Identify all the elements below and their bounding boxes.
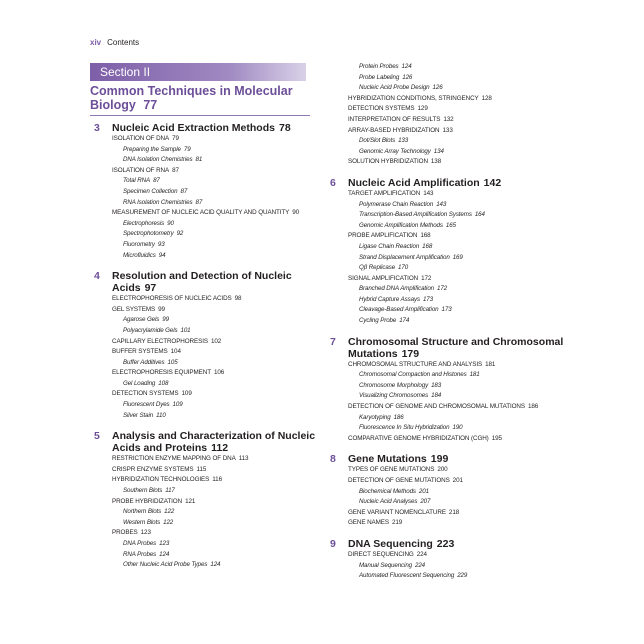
entry-title: DETECTION SYSTEMS [348, 105, 415, 113]
toc-subheading-entry[interactable] [348, 263, 580, 274]
entry-page: 122 [164, 508, 175, 516]
toc-heading-entry[interactable] [348, 465, 580, 476]
entry-title: COMPARATIVE GENOME HYBRIDIZATION (CGH) [348, 434, 489, 442]
entry-page: 201 [452, 477, 463, 484]
toc-subheading-entry[interactable] [348, 413, 580, 424]
entry-page: 181 [485, 360, 496, 368]
entry-title: BUFFER SYSTEMS [112, 348, 168, 356]
toc-subheading-entry[interactable] [112, 326, 330, 337]
entry-title: GENE VARIANT NOMENCLATURE [348, 508, 446, 516]
entry-page: 104 [170, 348, 181, 356]
entry-page: 110 [156, 411, 166, 419]
entry-page: 181 [469, 371, 480, 379]
chapter-title[interactable] [348, 177, 580, 189]
entry-title: Manual Sequencing [359, 561, 412, 569]
entry-page: 186 [393, 413, 404, 421]
toc-subheading-entry[interactable] [112, 486, 330, 497]
entry-title: Nucleic Acid Analyses [359, 498, 418, 506]
toc-subheading-entry[interactable] [348, 242, 580, 253]
entry-page: 143 [423, 189, 434, 197]
chapter-9 [330, 538, 580, 582]
toc-heading-entry[interactable] [348, 189, 580, 200]
toc-subheading-entry[interactable] [348, 381, 580, 392]
entry-title: PROBE AMPLIFICATION [348, 232, 418, 240]
entry-page: 123 [159, 540, 170, 547]
chapter-page: 97 [144, 282, 157, 295]
entry-page: 124 [210, 561, 221, 569]
entry-title: CRISPR ENZYME SYSTEMS [112, 465, 194, 473]
entry-page: 81 [195, 156, 203, 164]
chapter-3 [94, 122, 330, 261]
entry-title: Buffer Additives [123, 358, 165, 366]
entry-title: Biochemical Methods [359, 487, 416, 495]
chapter-7 [330, 336, 580, 445]
entry-page: 93 [157, 240, 165, 248]
chapter-title[interactable] [348, 453, 580, 465]
toc-heading-entry[interactable] [112, 208, 330, 219]
toc-subheading-entry[interactable] [348, 497, 580, 508]
chapter-title[interactable] [348, 336, 580, 360]
entry-title: MEASUREMENT OF NUCLEIC ACID QUALITY AND QUANTITY [112, 209, 290, 217]
chapter-page: 179 [401, 347, 420, 360]
toc-subheading-entry[interactable] [112, 251, 330, 262]
entry-title: Fluorescence In Situ Hybridization [359, 424, 450, 432]
entry-title: Cleavage-Based Amplification [359, 306, 439, 314]
entry-title: Western Blots [123, 518, 161, 526]
entry-title: PROBES [112, 529, 138, 537]
chapter-number: 8 [330, 453, 336, 466]
entry-page: 79 [172, 135, 179, 142]
toc-subheading-entry[interactable] [112, 550, 330, 561]
entry-page: 184 [431, 392, 442, 400]
entry-title: Specimen Collection [123, 187, 178, 195]
entry-title: TARGET AMPLIFICATION [348, 189, 421, 197]
toc-subheading-entry[interactable] [348, 221, 580, 232]
entry-title: Fluorometry [123, 240, 155, 248]
entry-title: CAPILLARY ELECTROPHORESIS [112, 337, 208, 345]
entry-page: 164 [474, 211, 485, 219]
entry-title: RESTRICTION ENZYME MAPPING OF DNA [112, 455, 236, 463]
toc-heading-entry[interactable] [112, 134, 330, 145]
toc-subheading-entry[interactable] [348, 284, 580, 295]
toc-subheading-entry[interactable] [348, 561, 580, 572]
entry-title: PROBE HYBRIDIZATION [112, 497, 183, 505]
chapter-title[interactable] [348, 538, 580, 550]
toc-subheading-entry[interactable] [112, 411, 330, 422]
entry-page: 87 [195, 198, 203, 206]
entry-title: Branched DNA Amplification [359, 285, 435, 293]
toc-heading-entry[interactable] [112, 465, 330, 476]
toc-heading-entry[interactable] [348, 550, 580, 561]
chapter-title[interactable] [112, 430, 330, 454]
entry-title: Silver Stain [123, 411, 154, 419]
entry-page: 224 [415, 561, 426, 569]
toc-heading-entry[interactable] [112, 368, 330, 379]
toc-subheading-entry[interactable] [112, 187, 330, 198]
toc-heading-entry[interactable] [348, 434, 580, 445]
entry-title: Probe Labeling [359, 73, 400, 81]
entry-title: Hybrid Capture Assays [359, 295, 420, 303]
entry-page: 129 [417, 105, 428, 113]
entry-title: ISOLATION OF DNA [112, 135, 170, 142]
entry-title: Polymerase Chain Reaction [359, 200, 434, 208]
entry-page: 173 [422, 295, 433, 303]
toc-subheading-entry[interactable] [348, 295, 580, 306]
entry-title: Ligase Chain Reaction [359, 242, 420, 250]
toc-subheading-entry[interactable] [112, 145, 330, 156]
entry-page: 183 [431, 381, 442, 389]
entry-page: 174 [399, 317, 410, 325]
entry-title: SOLUTION HYBRIDIZATION [348, 158, 428, 166]
chapter-page: 223 [436, 537, 455, 550]
toc-subheading-entry[interactable] [348, 487, 580, 498]
entry-title: GENE NAMES [348, 519, 389, 527]
entry-title: HYBRIDIZATION TECHNOLOGIES [112, 476, 210, 484]
chapter-5-continuation [330, 62, 580, 168]
entry-page: 190 [452, 424, 463, 432]
entry-page: 87 [172, 166, 179, 174]
entry-page: 106 [213, 369, 225, 377]
entry-title: Total RNA [123, 177, 151, 185]
entry-page: 124 [159, 550, 170, 558]
section-title-text: Common Techniques in Molecular Biology [90, 84, 293, 112]
entry-page: 168 [420, 232, 431, 240]
toc-heading-entry[interactable] [348, 231, 580, 242]
toc-heading-entry[interactable] [348, 274, 580, 285]
chapter-title-text: Gene Mutations [348, 453, 427, 466]
toc-column-left [94, 122, 330, 571]
entry-title: Strand Displacement Amplification [359, 253, 450, 261]
entry-page: 133 [398, 137, 409, 145]
entry-page: 169 [452, 253, 463, 261]
chapter-title-text: Analysis and Characterization of Nucleic Acids and Proteins [112, 430, 316, 455]
entry-page: 201 [418, 487, 429, 495]
entry-page: 207 [420, 498, 431, 506]
toc-subheading-entry[interactable] [112, 155, 330, 166]
section-title[interactable] [90, 84, 315, 112]
entry-page: 90 [167, 219, 174, 227]
entry-page: 173 [441, 306, 452, 314]
entry-page: 124 [401, 63, 412, 70]
entry-page: 128 [481, 94, 492, 102]
entry-page: 195 [491, 434, 502, 442]
chapter-6 [330, 177, 580, 327]
entry-title: Nucleic Acid Probe Design [359, 84, 430, 92]
entry-page: 102 [210, 337, 222, 345]
entry-title: Gel Loading [123, 379, 156, 387]
chapter-4 [94, 270, 330, 421]
entry-page: 165 [445, 221, 456, 229]
toc-subheading-entry[interactable] [112, 539, 330, 550]
toc-subheading-entry[interactable] [348, 200, 580, 211]
entry-page: 172 [437, 285, 448, 293]
toc-subheading-entry[interactable] [112, 198, 330, 209]
entry-page: 94 [158, 251, 166, 259]
chapter-page: 112 [211, 442, 229, 455]
toc-subheading-entry[interactable] [348, 571, 580, 582]
entry-page: 87 [180, 187, 188, 195]
entry-title: Genomic Amplification Methods [359, 221, 443, 229]
entry-title: Southern Blots [123, 487, 163, 495]
entry-title: Chromosome Morphology [359, 381, 429, 389]
toc-subheading-entry[interactable] [348, 316, 580, 327]
toc-subheading-entry[interactable] [112, 176, 330, 187]
toc-heading-entry[interactable] [348, 94, 580, 105]
entry-page: 99 [162, 316, 169, 324]
entry-title: Other Nucleic Acid Probe Types [123, 561, 208, 569]
page-number: xiv [90, 38, 102, 47]
entry-title: Genomic Array Technology [359, 147, 431, 155]
toc-heading-entry[interactable] [112, 347, 330, 358]
chapter-title-text: Chromosomal Structure and Chromosomal Mutations [348, 335, 564, 360]
toc-subheading-entry[interactable] [348, 391, 580, 402]
chapter-8 [330, 453, 580, 529]
entry-page: 92 [176, 230, 184, 238]
entry-page: 117 [165, 487, 175, 495]
chapter-number: 3 [94, 122, 100, 134]
entry-page: 126 [432, 84, 443, 92]
toc-subheading-entry[interactable] [348, 83, 580, 94]
entry-title: INTERPRETATION OF RESULTS [348, 115, 441, 123]
entry-title: Preparing the Sample [123, 145, 181, 153]
toc-subheading-entry[interactable] [348, 136, 580, 147]
entry-title: GEL SYSTEMS [112, 305, 156, 313]
entry-page: 133 [442, 126, 453, 134]
entry-page: 170 [398, 264, 409, 272]
toc-heading-entry[interactable] [112, 337, 330, 348]
entry-title: Visualizing Chromosomes [359, 392, 429, 400]
chapter-title-text: DNA Sequencing [348, 537, 433, 550]
entry-page: 138 [430, 158, 442, 166]
section-label-bar: Section II [90, 63, 306, 81]
entry-title: ISOLATION OF RNA [112, 166, 170, 174]
entry-page: 113 [238, 455, 249, 463]
toc-heading-entry[interactable] [348, 476, 580, 487]
toc-heading-entry[interactable] [348, 157, 580, 168]
entry-page: 126 [402, 73, 413, 81]
entry-title: Karyotyping [359, 413, 391, 421]
entry-title: DNA Isolation Chemistries [123, 156, 193, 164]
entry-page: 172 [421, 274, 432, 282]
entry-page: 143 [436, 200, 447, 208]
chapter-number: 6 [330, 176, 336, 189]
toc-heading-entry[interactable] [348, 104, 580, 115]
toc-column-right [330, 62, 580, 582]
toc-subheading-entry[interactable] [112, 315, 330, 326]
chapter-page: 78 [278, 122, 291, 134]
entry-title: RNA Probes [123, 550, 157, 558]
toc-subheading-entry[interactable] [112, 560, 330, 571]
toc-subheading-entry[interactable] [112, 400, 330, 411]
entry-title: TYPES OF GENE MUTATIONS [348, 466, 435, 474]
entry-page: 105 [167, 358, 178, 366]
toc-subheading-entry[interactable] [112, 518, 330, 529]
toc-subheading-entry[interactable] [348, 73, 580, 84]
toc-subheading-entry[interactable] [348, 210, 580, 221]
toc-heading-entry[interactable] [348, 518, 580, 529]
entry-title: Chromosomal Compaction and Histones [359, 371, 467, 379]
chapter-title-text: Resolution and Detection of Nucleic Acids [112, 270, 292, 295]
toc-heading-entry[interactable] [348, 360, 580, 371]
entry-title: DETECTION OF GENOME AND CHROMOSOMAL MUTATIONS [348, 403, 525, 411]
entry-title: Fluorescent Dyes [123, 401, 170, 409]
entry-page: 134 [433, 147, 444, 155]
entry-title: Polyacrylamide Gels [123, 326, 178, 334]
entry-title: Qβ Replicase [359, 264, 396, 272]
toc-subheading-entry[interactable] [112, 229, 330, 240]
toc-subheading-entry[interactable] [112, 507, 330, 518]
entry-title: Microfluidics [123, 251, 156, 259]
entry-page: 90 [292, 209, 300, 217]
entry-page: 122 [163, 518, 174, 526]
entry-title: DNA Probes [123, 540, 157, 547]
chapter-page: 199 [430, 453, 449, 466]
entry-page: 218 [448, 508, 460, 516]
entry-page: 98 [234, 295, 242, 303]
entry-page: 224 [416, 550, 427, 558]
toc-subheading-entry[interactable] [112, 379, 330, 390]
entry-page: 108 [158, 379, 169, 387]
entry-page: 109 [172, 401, 183, 409]
entry-title: Agarose Gels [123, 316, 160, 324]
toc-heading-entry[interactable] [348, 126, 580, 137]
entry-title: DIRECT SEQUENCING [348, 550, 414, 558]
entry-title: ELECTROPHORESIS OF NUCLEIC ACIDS [112, 295, 232, 303]
running-header [90, 38, 139, 47]
entry-page: 116 [212, 476, 222, 484]
toc-heading-entry[interactable] [348, 115, 580, 126]
toc-subheading-entry[interactable] [348, 370, 580, 381]
entry-title: Electrophoresis [123, 219, 165, 227]
chapter-title[interactable] [112, 122, 330, 134]
entry-page: 101 [180, 326, 191, 334]
toc-heading-entry[interactable] [112, 305, 330, 316]
entry-title: RNA Isolation Chemistries [123, 198, 193, 206]
toc-heading-entry[interactable] [112, 166, 330, 177]
toc-heading-entry[interactable] [112, 294, 330, 305]
entry-title: SIGNAL AMPLIFICATION [348, 274, 419, 282]
toc-subheading-entry[interactable] [112, 240, 330, 251]
toc-subheading-entry[interactable] [348, 253, 580, 264]
entry-page: 186 [527, 403, 539, 411]
entry-title: Transcription-Based Amplification Systems [359, 211, 472, 219]
entry-title: Automated Fluorescent Sequencing [359, 572, 455, 580]
entry-page: 99 [158, 305, 165, 313]
entry-page: 132 [443, 115, 454, 123]
toc-heading-entry[interactable] [112, 528, 330, 539]
entry-title: DETECTION OF GENE MUTATIONS [348, 477, 450, 484]
toc-heading-entry[interactable] [112, 454, 330, 465]
entry-title: Protein Probes [359, 63, 399, 70]
entry-page: 168 [422, 242, 433, 250]
entry-title: Dot/Slot Blots [359, 137, 396, 145]
entry-page: 200 [437, 466, 448, 474]
entry-title: DETECTION SYSTEMS [112, 390, 179, 398]
entry-page: 219 [392, 519, 403, 527]
toc-heading-entry[interactable] [112, 497, 330, 508]
toc-heading-entry[interactable] [112, 389, 330, 400]
chapter-title-text: Nucleic Acid Extraction Methods [112, 122, 275, 134]
chapter-number: 4 [94, 270, 100, 283]
right-chapters [330, 177, 580, 582]
entry-page: 109 [181, 390, 192, 398]
toc-subheading-entry[interactable] [348, 62, 580, 73]
entry-page: 123 [140, 529, 151, 537]
chapter-title-text: Nucleic Acid Amplification [348, 176, 480, 189]
chapter-page: 142 [483, 176, 502, 189]
entry-title: ARRAY-BASED HYBRIDIZATION [348, 126, 440, 134]
header-label: Contents [107, 38, 140, 47]
toc-subheading-entry[interactable] [348, 147, 580, 158]
entry-title: Spectrophotometry [123, 230, 174, 238]
chapter-number: 5 [94, 430, 100, 443]
toc-subheading-entry[interactable] [112, 358, 330, 369]
toc-subheading-entry[interactable] [348, 305, 580, 316]
chapter-number: 9 [330, 537, 336, 550]
entry-page: 87 [153, 177, 160, 185]
toc-subheading-entry[interactable] [112, 219, 330, 230]
entry-page: 121 [185, 497, 196, 505]
entry-title: CHROMOSOMAL STRUCTURE AND ANALYSIS [348, 360, 483, 368]
chapter-title[interactable] [112, 270, 330, 294]
toc-heading-entry[interactable] [348, 508, 580, 519]
entry-page: 115 [196, 465, 207, 473]
entry-page: 229 [457, 572, 468, 580]
section-page: 77 [143, 98, 158, 112]
entry-title: Cycling Probe [359, 317, 397, 325]
chapter-number: 7 [330, 335, 336, 348]
toc-heading-entry[interactable] [112, 475, 330, 486]
chapter-5 [94, 430, 330, 571]
toc-heading-entry[interactable] [348, 402, 580, 413]
entry-page: 79 [183, 145, 191, 153]
section-divider [90, 115, 310, 116]
entry-title: ELECTROPHORESIS EQUIPMENT [112, 369, 211, 377]
entry-title: HYBRIDIZATION CONDITIONS, STRINGENCY [348, 94, 479, 102]
toc-subheading-entry[interactable] [348, 423, 580, 434]
entry-title: Northern Blots [123, 508, 162, 516]
